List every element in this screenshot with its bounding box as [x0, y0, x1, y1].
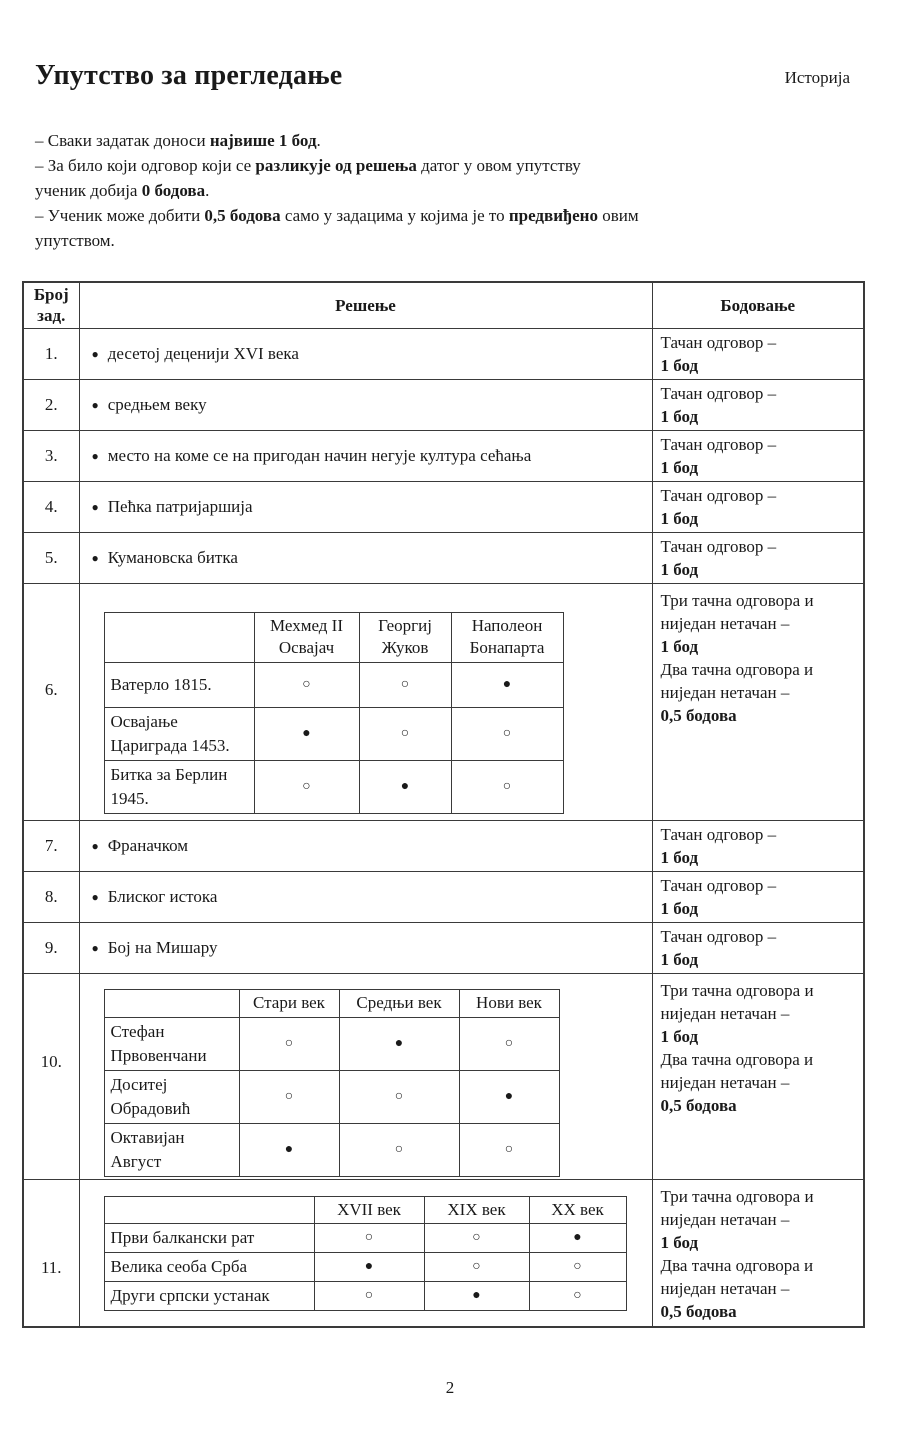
intro-line-2 [35, 153, 865, 178]
answer-text: десетој деценији XVI века [107, 343, 299, 363]
scoring-points: 1 бод [660, 847, 699, 867]
scoring-cell [652, 583, 864, 820]
answer-text: Бој на Мишару [107, 937, 218, 957]
scoring-line: Два тачна одговора и [660, 659, 814, 679]
option-mark: ○ [424, 1252, 529, 1281]
scoring-points: 1 бод [660, 559, 699, 579]
task-number: 4. [23, 481, 79, 532]
scoring-points: 1 бод [660, 355, 699, 375]
intro-text: само у задацима у којима је то [280, 206, 509, 225]
scoring-cell [652, 379, 864, 430]
matching-row-label: Стефан Првовенчани [104, 1017, 239, 1070]
page-number: 2 [445, 1378, 455, 1397]
intro-text: – За било који одговор који се [35, 156, 256, 175]
matching-row-label: Ватерло 1815. [104, 662, 254, 707]
scoring-cell [652, 1179, 864, 1327]
matching-row [104, 1123, 559, 1176]
scoring-points: 1 бод [660, 406, 699, 426]
intro-text: датог у овом упутству [416, 156, 581, 175]
grading-table [22, 281, 865, 1328]
task-number: 7. [23, 820, 79, 871]
answer-cell [79, 922, 652, 973]
table-row [23, 922, 864, 973]
matching-col-header: XVII век [314, 1196, 424, 1223]
matching-row [104, 1017, 559, 1070]
table-row [23, 1179, 864, 1327]
col-header-task-number [23, 282, 79, 328]
task-number: 11. [23, 1179, 79, 1327]
intro-block [35, 128, 865, 253]
intro-text: – Сваки задатак доноси [35, 131, 210, 150]
scoring-cell [652, 328, 864, 379]
matching-row [104, 760, 563, 813]
answer-text: Блиског истока [107, 886, 218, 906]
col-header-solution: Решење [79, 282, 652, 328]
option-mark: ○ [359, 662, 451, 707]
intro-bold: предвиђено [508, 206, 598, 225]
scoring-line: Тачан одговор – [660, 383, 777, 403]
page-title: Упутство за прегледање [35, 60, 343, 91]
option-mark: ○ [314, 1281, 424, 1310]
matching-row-label: Други српски устанак [104, 1281, 314, 1310]
matching-row-label: Битка за Берлин 1945. [104, 760, 254, 813]
intro-text: . [316, 131, 321, 150]
intro-line-5 [35, 228, 865, 253]
task-number: 2. [23, 379, 79, 430]
scoring-line: ниједан нетачан – [660, 682, 790, 702]
table-row [23, 583, 864, 820]
matching-row [104, 1223, 626, 1252]
col-header-scoring: Бодовање [652, 282, 864, 328]
matching-col-header: Мехмед II Освајач [254, 612, 359, 662]
matching-row-label: Доситеј Обрадовић [104, 1070, 239, 1123]
matching-col-header: Средњи век [339, 989, 459, 1017]
option-mark: ○ [254, 760, 359, 813]
intro-bold: 0 бодова [141, 181, 206, 200]
matching-col-header: Стари век [239, 989, 339, 1017]
answer-cell [79, 1179, 652, 1327]
table-row [23, 871, 864, 922]
table-row [23, 379, 864, 430]
option-mark: ○ [451, 760, 563, 813]
matching-col-header: XX век [529, 1196, 626, 1223]
corner-cell [104, 1196, 314, 1223]
task-number: 5. [23, 532, 79, 583]
scoring-points: 1 бод [660, 1026, 699, 1046]
scoring-points: 1 бод [660, 949, 699, 969]
option-mark: ○ [359, 707, 451, 760]
matching-table [104, 989, 560, 1177]
scoring-cell [652, 820, 864, 871]
scoring-points: 1 бод [660, 1232, 699, 1252]
option-mark: ○ [239, 1017, 339, 1070]
intro-line-3 [35, 178, 865, 203]
task-number: 1. [23, 328, 79, 379]
answer-cell [79, 532, 652, 583]
scoring-line: Тачан одговор – [660, 824, 777, 844]
scoring-points: 1 бод [660, 457, 699, 477]
matching-col-header: Наполеон Бонапарта [451, 612, 563, 662]
table-row [23, 481, 864, 532]
bullet-icon: ● [91, 448, 99, 463]
scoring-points: 1 бод [660, 508, 699, 528]
task-number: 10. [23, 973, 79, 1179]
option-mark: ○ [239, 1070, 339, 1123]
col-header-line: Број [33, 285, 69, 305]
matching-table [104, 612, 564, 814]
answer-cell [79, 379, 652, 430]
matching-col-header: XIX век [424, 1196, 529, 1223]
scoring-line: Тачан одговор – [660, 926, 777, 946]
scoring-cell [652, 481, 864, 532]
table-row [23, 532, 864, 583]
matching-row [104, 707, 563, 760]
option-mark: ○ [529, 1281, 626, 1310]
bullet-icon: ● [91, 499, 99, 514]
answer-text: место на коме се на пригодан начин негује култура сећања [107, 445, 532, 465]
task-number: 3. [23, 430, 79, 481]
scoring-line: Три тачна одговора и [660, 1186, 814, 1206]
task-number: 6. [23, 583, 79, 820]
scoring-line: ниједан нетачан – [660, 1072, 790, 1092]
scoring-line: ниједан нетачан – [660, 613, 790, 633]
scoring-cell [652, 430, 864, 481]
matching-row-label: Освајање Цариграда 1453. [104, 707, 254, 760]
intro-text: . [205, 181, 210, 200]
table-header-row [23, 282, 864, 328]
intro-bold: разликује од решења [255, 156, 417, 175]
scoring-points: 0,5 бодова [660, 1095, 737, 1115]
bullet-icon: ● [91, 550, 99, 565]
answer-cell [79, 430, 652, 481]
option-mark: ○ [314, 1223, 424, 1252]
matching-row [104, 662, 563, 707]
table-row [23, 430, 864, 481]
scoring-line: Три тачна одговора и [660, 980, 814, 1000]
col-header-line: зад. [37, 306, 66, 326]
answer-cell [79, 871, 652, 922]
option-mark: ○ [424, 1223, 529, 1252]
intro-bold: 0,5 бодова [204, 206, 281, 225]
option-mark: ○ [459, 1123, 559, 1176]
option-mark: ● [239, 1123, 339, 1176]
matching-row [104, 1281, 626, 1310]
answer-text: Пећка патријаршија [107, 496, 253, 516]
answer-cell [79, 328, 652, 379]
matching-row-label: Велика сеоба Срба [104, 1252, 314, 1281]
scoring-line: Два тачна одговора и [660, 1255, 814, 1275]
option-mark: ● [529, 1223, 626, 1252]
intro-text: овим [597, 206, 639, 225]
scoring-line: Два тачна одговора и [660, 1049, 814, 1069]
option-mark: ● [459, 1070, 559, 1123]
bullet-icon: ● [91, 838, 99, 853]
scoring-cell [652, 532, 864, 583]
matching-row [104, 1070, 559, 1123]
matching-row-label: Октавијан Август [104, 1123, 239, 1176]
matching-row-label: Први балкански рат [104, 1223, 314, 1252]
header-subject: Историја [784, 68, 850, 87]
table-row [23, 328, 864, 379]
scoring-cell [652, 922, 864, 973]
option-mark: ○ [529, 1252, 626, 1281]
scoring-line: Тачан одговор – [660, 332, 777, 352]
scoring-line: Тачан одговор – [660, 434, 777, 454]
option-mark: ● [339, 1017, 459, 1070]
scoring-points: 1 бод [660, 898, 699, 918]
intro-text: упутством. [35, 231, 115, 250]
corner-cell [104, 989, 239, 1017]
scoring-points: 0,5 бодова [660, 705, 737, 725]
option-mark: ● [314, 1252, 424, 1281]
matching-row [104, 1252, 626, 1281]
scoring-cell [652, 871, 864, 922]
matching-header-row [104, 612, 563, 662]
intro-line-1 [35, 128, 865, 153]
scoring-line: Три тачна одговора и [660, 590, 814, 610]
scoring-line: ниједан нетачан – [660, 1003, 790, 1023]
option-mark: ○ [339, 1123, 459, 1176]
scoring-cell [652, 973, 864, 1179]
scoring-line: ниједан нетачан – [660, 1278, 790, 1298]
answer-text: Кумановска битка [107, 547, 238, 567]
option-mark: ● [424, 1281, 529, 1310]
table-row [23, 820, 864, 871]
corner-cell [104, 612, 254, 662]
answer-text: средњем веку [107, 394, 207, 414]
bullet-icon: ● [91, 346, 99, 361]
matching-header-row [104, 989, 559, 1017]
option-mark: ○ [254, 662, 359, 707]
intro-text: – Ученик може добити [35, 206, 205, 225]
bullet-icon: ● [91, 940, 99, 955]
matching-col-header: Георгиј Жуков [359, 612, 451, 662]
option-mark: ● [254, 707, 359, 760]
bullet-icon: ● [91, 397, 99, 412]
task-number: 9. [23, 922, 79, 973]
answer-cell [79, 583, 652, 820]
option-mark: ○ [339, 1070, 459, 1123]
answer-text: Франачком [107, 835, 189, 855]
option-mark: ○ [451, 707, 563, 760]
task-number: 8. [23, 871, 79, 922]
table-row [23, 973, 864, 1179]
answer-cell [79, 820, 652, 871]
scoring-line: Тачан одговор – [660, 485, 777, 505]
scoring-line: ниједан нетачан – [660, 1209, 790, 1229]
matching-col-header: Нови век [459, 989, 559, 1017]
option-mark: ● [451, 662, 563, 707]
intro-text: ученик добија [35, 181, 142, 200]
bullet-icon: ● [91, 889, 99, 904]
answer-cell [79, 481, 652, 532]
scoring-points: 1 бод [660, 636, 699, 656]
scoring-line: Тачан одговор – [660, 875, 777, 895]
matching-table [104, 1196, 627, 1311]
option-mark: ● [359, 760, 451, 813]
option-mark: ○ [459, 1017, 559, 1070]
matching-header-row [104, 1196, 626, 1223]
scoring-line: Тачан одговор – [660, 536, 777, 556]
answer-cell [79, 973, 652, 1179]
intro-line-4 [35, 203, 865, 228]
scoring-points: 0,5 бодова [660, 1301, 737, 1321]
intro-bold: највише 1 бод [209, 131, 317, 150]
